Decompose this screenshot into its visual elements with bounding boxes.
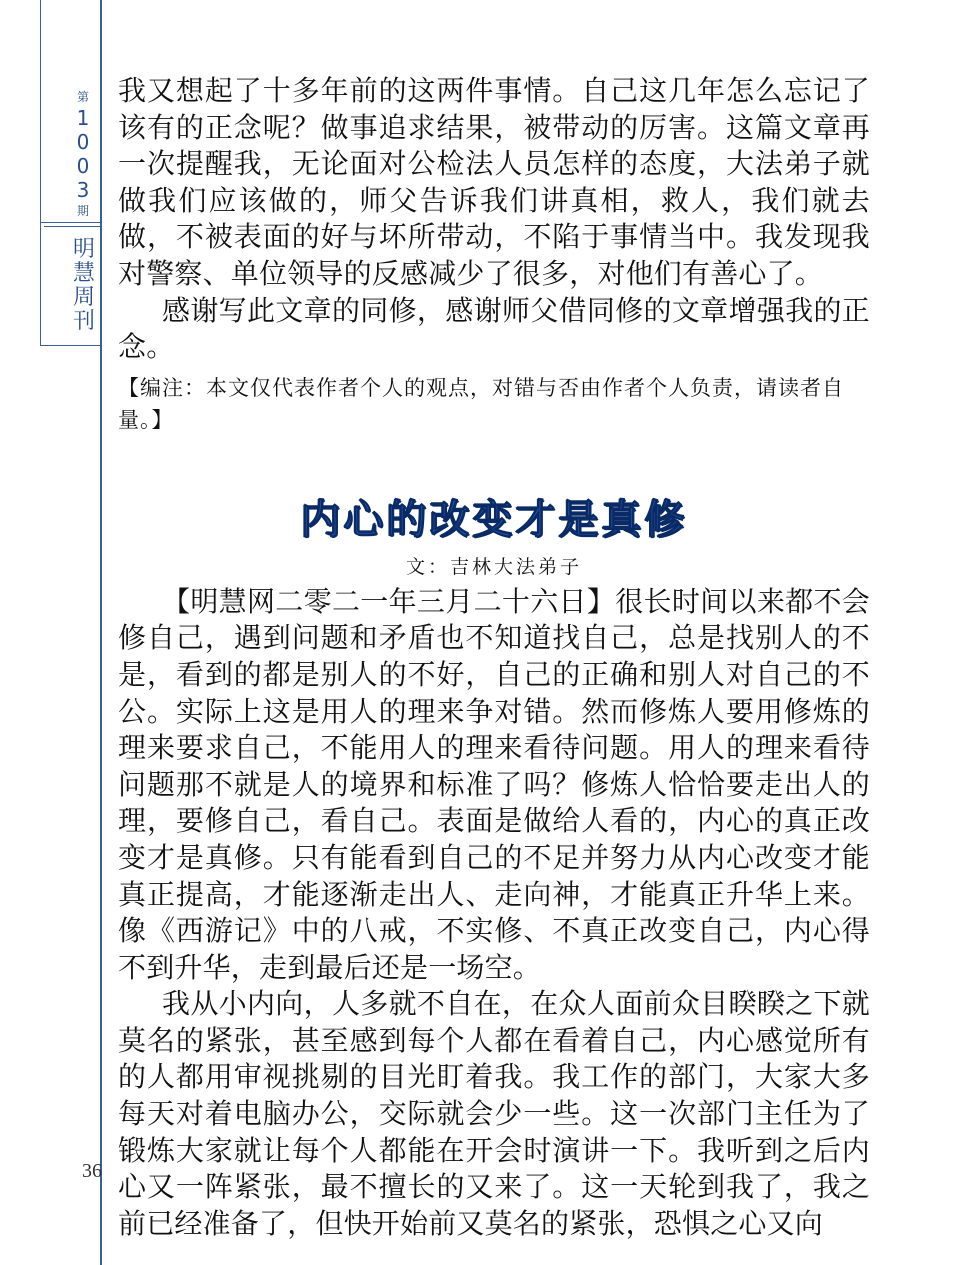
body-paragraph: 我从小内向，人多就不自在，在众人面前众目睽睽之下就莫名的紧张，甚至感到每个人都在看着自己，内心感觉所有的人都用审视挑剔的目光盯着我。我工作的部门，大家大多每天对着电脑办公，交际就会少一些。这一次部门主任为了锻炼大家就让每个人都能在开会时演讲一下。我听到之后内心又一阵紧张，最不擅长的又来了。这一天轮到我了，我之前已经准备了，但快开始前又莫名的紧张，恐惧之心又向: [118, 987, 870, 1240]
article-title: 内心的改变才是真修: [300, 495, 688, 543]
editor-note: 【编注：本文仅代表作者个人的观点，对错与否由作者个人负责，请读者自量。】: [118, 375, 844, 432]
magazine-char: 明: [72, 237, 95, 262]
issue-prefix: 第: [76, 90, 89, 104]
issue-digit: 0: [76, 130, 90, 154]
magazine-char: 刊: [72, 309, 95, 334]
body-paragraph: 我又想起了十多年前的这两件事情。自己这几年怎么忘记了该有的正念呢？做事追求结果，被带动的厉害。这篇文章再一次提醒我，无论面对公检法人员怎样的态度，大法弟子就做我们应该做的，师父告诉我们讲真相，救人，我们就去做，不被表面的好与坏所带动，不陷于事情当中。我发现我对警察、单位领导的反感减少了很多，对他们有善心了。: [118, 74, 870, 290]
tab-divider: [40, 222, 100, 223]
page-content: [118, 73, 870, 1242]
magazine-name: [70, 238, 98, 334]
issue-digit: 3: [76, 178, 90, 202]
magazine-char: 周: [72, 285, 95, 310]
issue-digit: 1: [76, 106, 90, 130]
issue-number: [70, 88, 96, 220]
issue-digit: 0: [76, 154, 90, 178]
body-paragraph: 【明慧网二零二一年三月二十六日】很长时间以来都不会修自己，遇到问题和矛盾也不知道找自己，总是找别人的不是，看到的都是别人的不好，自己的正确和别人对自己的不公。实际上这是用人的理来争对错。然而修炼人要用修炼的理来要求自己，不能用人的理来看待问题。用人的理来看待问题那不就是人的境界和标准了吗？修炼人恰恰要走出人的理，要修自己，看自己。表面是做给人看的，内心的真正改变才是真修。只有能看到自己的不足并努力从内心改变才能真正提高，才能逐渐走出人、走向神，才能真正升华上来。像《西游记》中的八戒，不实修、不真正改变自己，内心得不到升华，走到最后还是一场空。: [118, 584, 870, 984]
body-paragraph: 感谢写此文章的同修，感谢师父借同修的文章增强我的正念。: [118, 293, 870, 364]
issue-suffix: 期: [76, 204, 89, 218]
article-byline: 文：吉林大法弟子: [405, 555, 582, 578]
page-number: 36: [82, 1160, 102, 1182]
tab-divider-inner: [44, 226, 100, 227]
magazine-char: 慧: [72, 261, 95, 286]
